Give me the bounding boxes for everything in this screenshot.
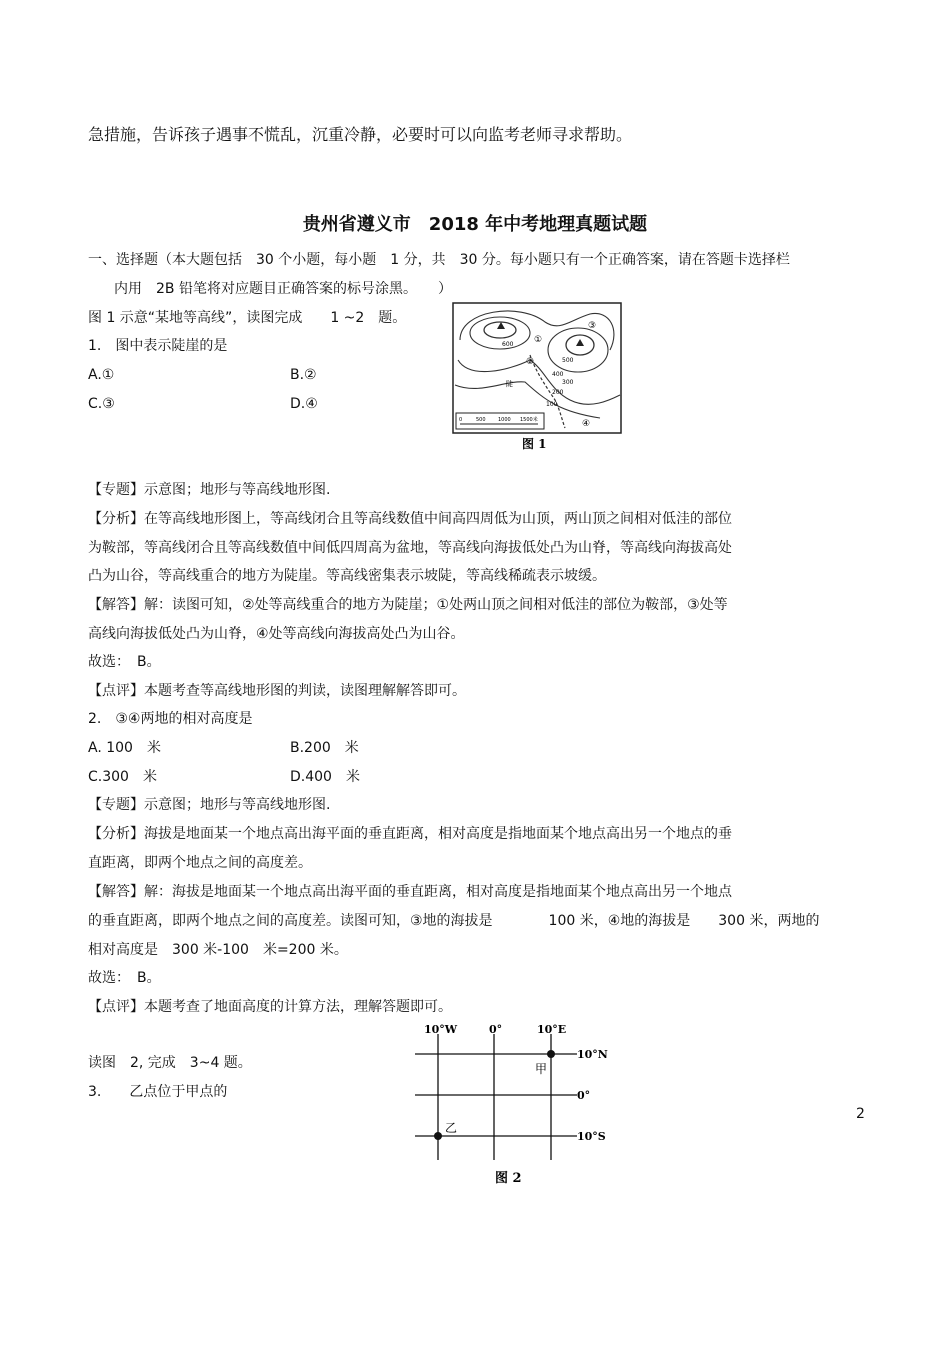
a2-comment: 【点评】本题考查了地面高度的计算方法，理解答题即可。: [88, 999, 452, 1015]
a1-analysis-2: 为鞍部，等高线闭合且等高线数值中间低四周高为盆地，等高线向海拔低处凸为山脊，等高线向海拔高处: [88, 540, 732, 556]
scale-1000: 1000: [498, 417, 511, 423]
marker-1: ①: [534, 335, 543, 345]
a1-topic: 【专题】示意图；地形与等高线地形图.: [88, 482, 331, 498]
q2-stem: 2. ③④两地的相对高度是: [88, 711, 253, 727]
scale-500: 500: [476, 417, 486, 423]
figure-2-caption: 图 2: [495, 1171, 522, 1186]
q1-option-d: D.④: [290, 396, 318, 412]
section-heading-line2: 内用 2B 铅笔将对应题目正确答案的标号涂黑。 ）: [114, 281, 452, 297]
figure-1-contour-map: [450, 300, 625, 460]
a2-solution-3: 相对高度是 300 米-100 米=200 米。: [88, 942, 348, 958]
q2-option-d: D.400 米: [290, 769, 360, 785]
lon-label-10w: 10°W: [424, 1023, 458, 1036]
q2-option-b: B.200 米: [290, 740, 359, 756]
lat-label-0: 0°: [577, 1089, 591, 1102]
q1-option-b: B.②: [290, 367, 317, 383]
scale-1500: 1500米: [520, 417, 538, 423]
lat-label-10n: 10°N: [577, 1048, 608, 1061]
point-jia-marker: [547, 1050, 555, 1058]
figure-2-lat-long-grid: [405, 1020, 640, 1190]
marker-4: ④: [582, 419, 591, 429]
q2-option-a: A. 100 米: [88, 740, 161, 756]
q3-stem: 3. 乙点位于甲点的: [88, 1084, 228, 1100]
contour-label-300: 300: [562, 379, 574, 386]
lat-label-10s: 10°S: [577, 1130, 606, 1143]
a2-topic: 【专题】示意图；地形与等高线地形图.: [88, 797, 331, 813]
q2-option-c: C.300 米: [88, 769, 157, 785]
a2-solution-2: 的垂直距离，即两个地点之间的高度差。读图可知，③地的海拔是 100 米，④地的海拔是 300 米，两地的: [88, 913, 820, 929]
lon-label-10e: 10°E: [537, 1023, 567, 1036]
q1-option-c: C.③: [88, 396, 115, 412]
fig2-intro: 读图 2, 完成 3~4 题。: [88, 1055, 252, 1071]
marker-3: ③: [588, 321, 597, 331]
contour-label-500: 500: [562, 357, 574, 364]
a1-solution-2: 高线向海拔低处凸为山脊，④处等高线向海拔高处凸为山谷。: [88, 626, 465, 642]
q1-option-a: A.①: [88, 367, 115, 383]
a2-analysis-1: 【分析】海拔是地面某一个地点高出海平面的垂直距离，相对高度是指地面某个地点高出另一个地点的垂: [88, 826, 732, 842]
lon-label-0: 0°: [489, 1023, 503, 1036]
page-title: 贵州省遵义市 2018 年中考地理真题试题: [302, 214, 648, 235]
contour-label-100: 100: [546, 401, 558, 408]
a1-comment: 【点评】本题考查等高线地形图的判读，读图理解解答即可。: [88, 683, 466, 699]
q1-stem: 1. 图中表示陡崖的是: [88, 338, 228, 354]
a2-solution-1: 【解答】解：海拔是地面某一个地点高出海平面的垂直距离，相对高度是指地面某个地点高出另一个地点: [88, 884, 732, 900]
a1-solution-1: 【解答】解：读图可知，②处等高线重合的地方为陡崖；①处两山顶之间相对低洼的部位为鞍部，③处等: [88, 597, 728, 613]
contour-label-400: 400: [552, 371, 564, 378]
a2-analysis-2: 直距离，即两个地点之间的高度差。: [88, 855, 312, 871]
contour-label-600: 600: [502, 341, 514, 348]
contour-label-200: 200: [552, 389, 564, 396]
section-heading-line1: 一、选择题（本大题包括 30 个小题，每小题 1 分，共 30 分。每小题只有一个正确答案，请在答题卡选择栏: [88, 252, 790, 268]
scale-0: 0: [459, 417, 463, 423]
figure-1-caption: 图 1: [522, 437, 547, 451]
river-label: 陡: [506, 380, 513, 388]
a1-analysis-3: 凸为山谷，等高线重合的地方为陡崖。等高线密集表示坡陡，等高线稀疏表示坡缓。: [88, 568, 606, 584]
fig1-intro: 图 1 示意“某地等高线”，读图完成 1 ~2 题。: [88, 310, 407, 326]
page-number: 2: [856, 1106, 865, 1122]
a1-analysis-1: 【分析】在等高线地形图上，等高线闭合且等高线数值中间高四周低为山顶，两山顶之间相对低洼的部位: [88, 511, 732, 527]
a2-choose: 故选： B。: [88, 970, 161, 986]
point-yi-marker: [434, 1132, 442, 1140]
a1-choose: 故选： B。: [88, 654, 161, 670]
point-yi-label: 乙: [445, 1121, 458, 1135]
point-jia-label: 甲: [535, 1062, 548, 1076]
marker-2: ②: [526, 357, 535, 367]
top-line: 急措施，告诉孩子遇事不慌乱，沉重冷静，必要时可以向监考老师寻求帮助。: [88, 125, 633, 144]
